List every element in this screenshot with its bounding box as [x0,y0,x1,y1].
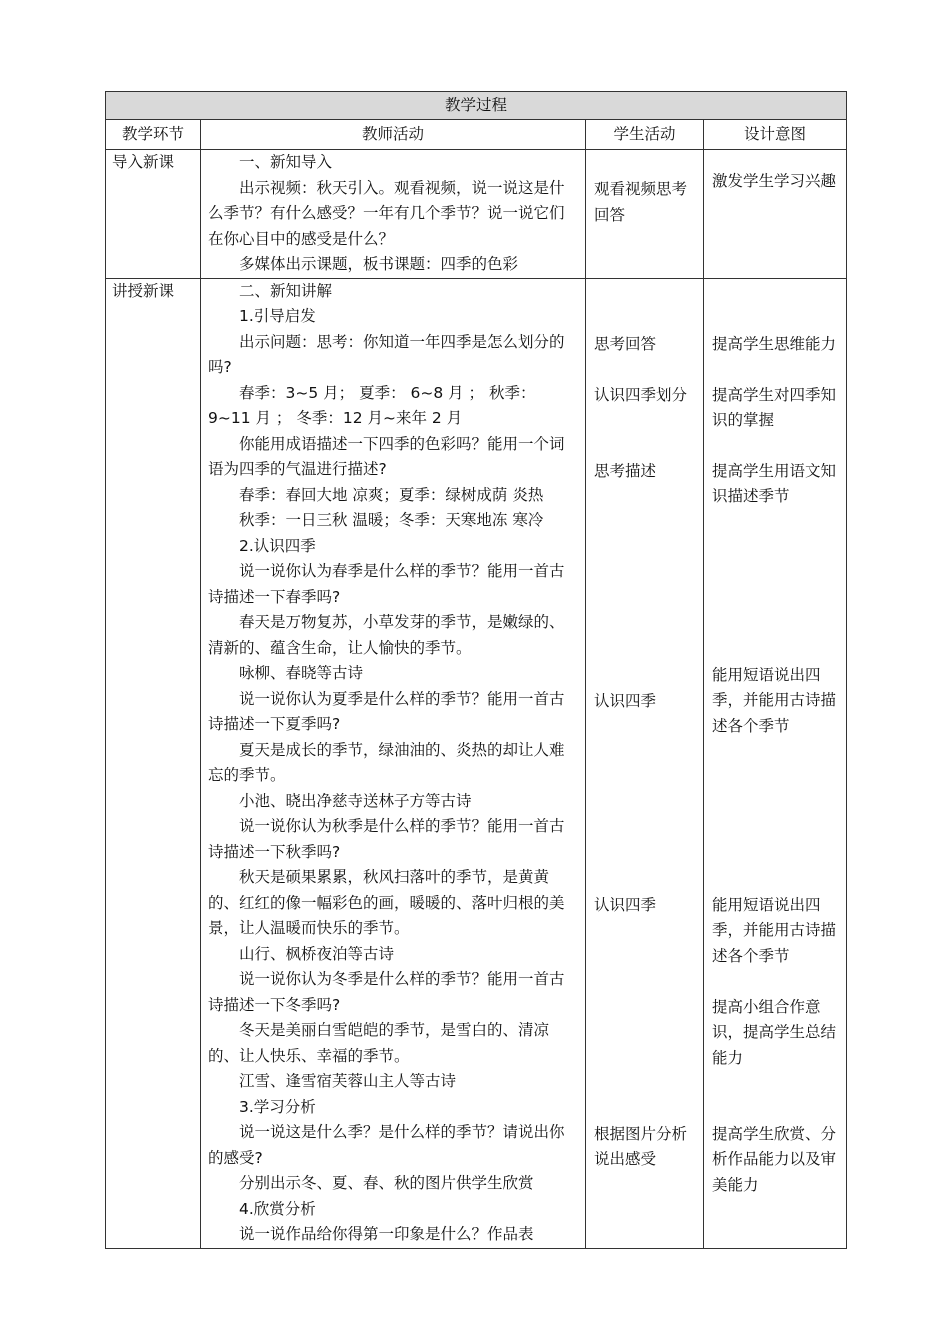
design-intent: 提高小组合作意识，提高学生总结能力 [712,997,837,1067]
student-activity: 认识四季 [594,691,657,710]
header-teacher-activity: 教师活动 [201,120,586,150]
table-title: 教学过程 [106,92,847,120]
teacher-line: 二、新知讲解 [239,281,333,300]
design-intent-cell [704,278,847,1248]
header-design-intent: 设计意图 [704,120,847,150]
table-row [106,150,847,279]
teacher-line: 1.引导启发 [239,307,316,325]
teacher-line: 说一说作品给你得第一印象是什么？作品表 [239,1225,534,1243]
student-activity-cell [586,278,704,1248]
design-intent: 能用短语说出四季，并能用古诗描述各个季节 [712,895,837,965]
teacher-line: 你能用成语描述一下四季的色彩吗？能用一个词语为四季的气温进行描述? [208,434,565,478]
teacher-line: 4.欣赏分析 [239,1199,316,1218]
student-activity: 根据图片分析说出感受 [594,1124,688,1168]
design-intent: 激发学生学习兴趣 [712,172,837,190]
design-intent: 提高学生思维能力 [712,334,837,353]
student-activity: 认识四季 [594,895,657,914]
teaching-process-table [105,91,847,1249]
teacher-line: 春季：春回大地 凉爽；夏季：绿树成荫 炎热 [239,485,544,504]
teacher-line: 说一说你认为夏季是什么样的季节？能用一首古诗描述一下夏季吗? [208,689,565,733]
teacher-line: 小池、晓出净慈寺送林子方等古诗 [239,791,472,810]
student-activity-cell [586,150,704,279]
design-intent: 能用短语说出四季，并能用古诗描述各个季节 [712,665,837,735]
teacher-line: 2.认识四季 [239,536,316,555]
table-row [106,278,847,1248]
teacher-line: 分别出示冬、夏、春、秋的图片供学生欣赏 [239,1174,534,1192]
teacher-line: 咏柳、春晓等古诗 [239,664,364,682]
teacher-line: 春季：3~5 月； 夏季： 6~8 月 ； 秋季： 9~11 月 ； 冬季：12 月~来年 2 月 [208,383,536,427]
teacher-line: 3.学习分析 [239,1097,316,1116]
stage-cell [106,150,201,279]
teacher-line: 说一说这是什么季？是什么样的季节？请说出你的感受? [208,1123,565,1167]
teacher-line: 山行、枫桥夜泊等古诗 [239,944,395,963]
teacher-line: 说一说你认为秋季是什么样的季节？能用一首古诗描述一下秋季吗? [208,817,565,861]
stage-label: 讲授新课 [112,281,175,300]
student-activity: 认识四季划分 [594,385,688,404]
teacher-line: 说一说你认为春季是什么样的季节？能用一首古诗描述一下春季吗? [208,562,565,606]
student-activity: 观看视频思考回答 [594,180,688,224]
teacher-line: 春天是万物复苏，小草发芽的季节，是嫩绿的、清新的、蕴含生命，让人愉快的季节。 [208,613,565,657]
stage-cell [106,278,201,1248]
teacher-line: 秋天是硕果累累，秋风扫落叶的季节，是黄黄的、红红的像一幅彩色的画，暖暖的、落叶归根的美景，让人温暖而快乐的季节。 [208,868,565,937]
student-activity: 思考描述 [594,461,657,480]
teacher-line: 江雪、逢雪宿芙蓉山主人等古诗 [239,1072,457,1090]
teacher-activity-cell [201,278,586,1248]
teacher-activity-cell [201,150,586,279]
teacher-line: 多媒体出示课题，板书课题：四季的色彩 [239,255,519,273]
teacher-line: 秋季：一日三秋 温暖；冬季：天寒地冻 寒冷 [239,511,544,529]
teacher-line: 冬天是美丽白雪皑皑的季节，是雪白的、清凉的、让人快乐、幸福的季节。 [208,1021,550,1065]
student-activity: 思考回答 [594,334,657,353]
design-intent: 提高学生欣赏、分析作品能力以及审美能力 [712,1124,837,1194]
header-stage: 教学环节 [106,120,201,150]
teacher-line: 出示问题：思考：你知道一年四季是怎么划分的吗? [208,332,565,376]
teacher-line: 出示视频：秋天引入。观看视频，说一说这是什么季节？有什么感受？一年有几个季节？说一说它们在你心目中的感受是什么？ [208,178,565,248]
teacher-line: 说一说你认为冬季是什么样的季节？能用一首古诗描述一下冬季吗? [208,970,565,1014]
header-student-activity: 学生活动 [586,120,704,150]
teacher-line: 夏天是成长的季节，绿油油的、炎热的却让人难忘的季节。 [208,740,565,784]
design-intent: 提高学生对四季知识的掌握 [712,385,837,429]
teacher-line: 一、新知导入 [239,153,333,171]
design-intent-cell [704,150,847,279]
design-intent: 提高学生用语文知识描述季节 [712,461,837,505]
stage-label: 导入新课 [112,153,175,171]
